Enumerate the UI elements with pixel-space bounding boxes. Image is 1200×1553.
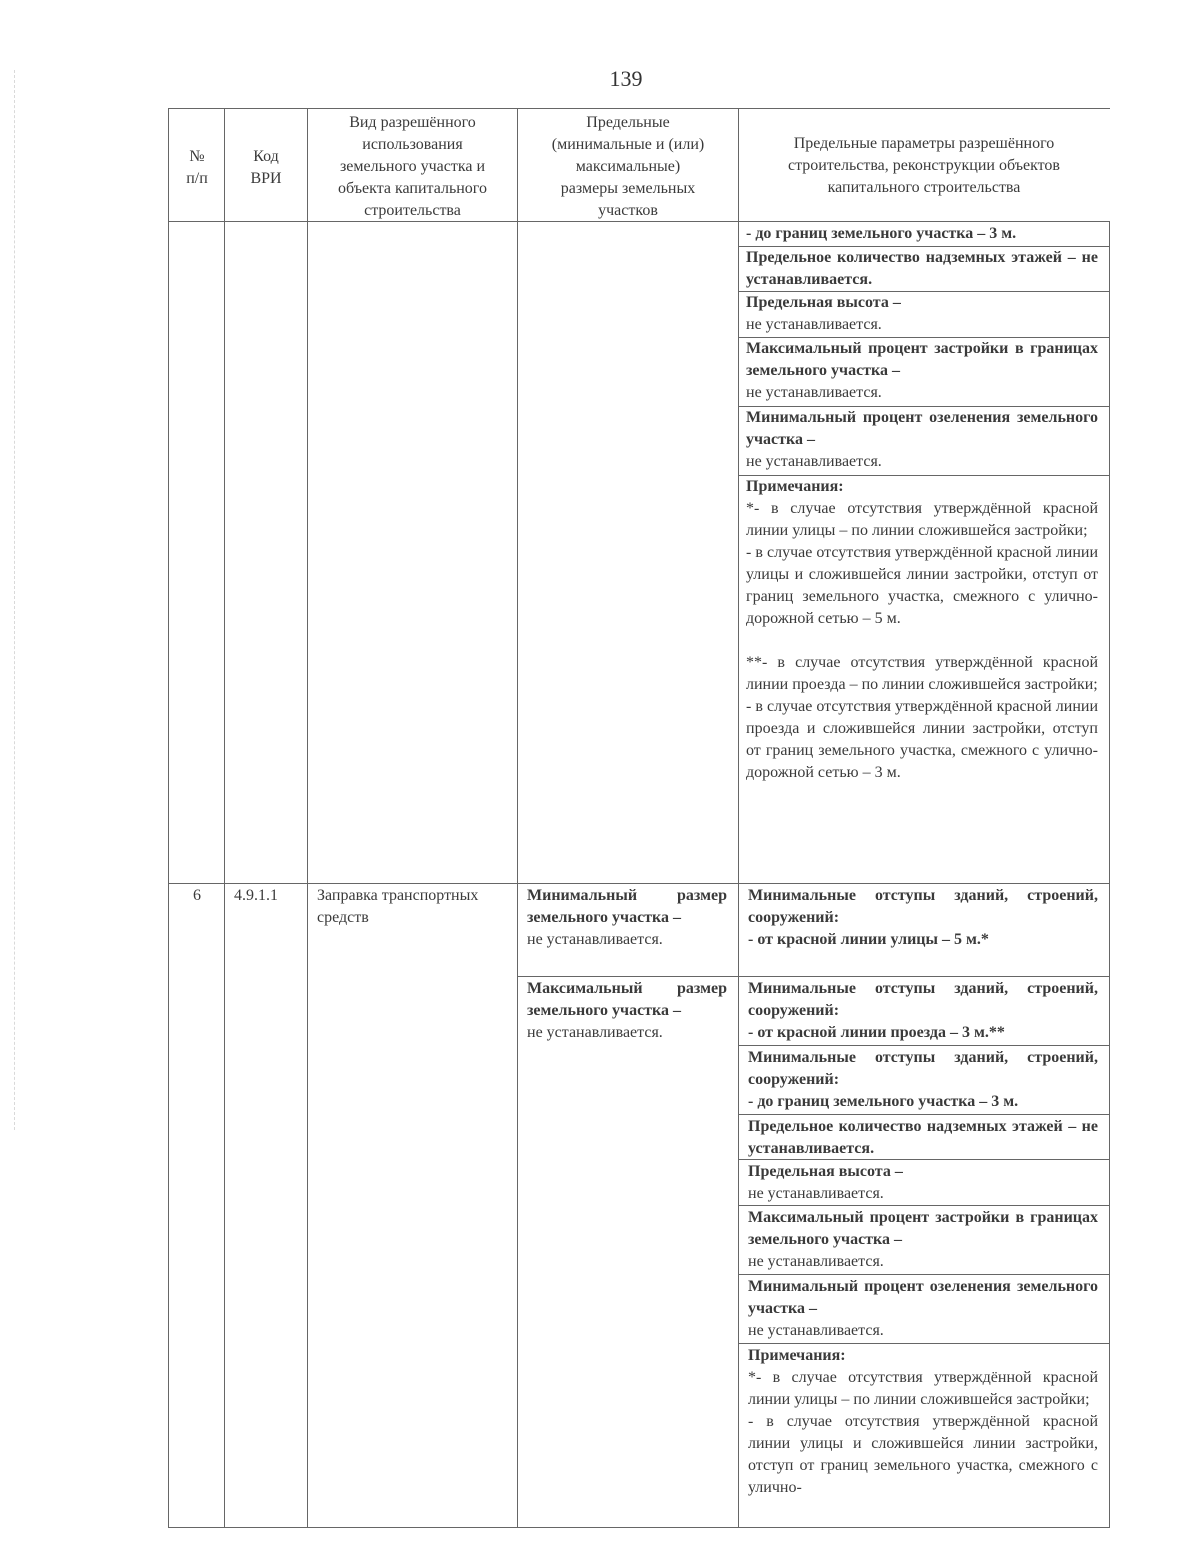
header-use-type: Вид разрешённого использования земельного участка и объекта капитального строительства xyxy=(338,114,487,219)
note-item: *- в случае отсутствия утверждённой красной линии улицы – по линии сложившейся застройки; xyxy=(748,1369,1098,1408)
height-limit xyxy=(748,1161,1098,1205)
row-6-top-border xyxy=(168,883,1110,884)
floors-limit: Предельное количество надземных этажей – не устанавливается. xyxy=(748,1118,1098,1157)
row-use-type: Заправка транспортных средств xyxy=(317,887,479,926)
height-limit-value: не устанавливается. xyxy=(748,1185,884,1202)
setback-drive xyxy=(748,978,1098,1044)
min-plot-size xyxy=(527,885,727,951)
note-item: - в случае отсутствия утверждённой красной линии улицы и сложившейся линии застройки, отступ от границ земельного участка, смежного с улично-дорожной сетью – 5 м. xyxy=(746,544,1098,627)
note-item: - в случае отсутствия утверждённой красной линии улицы и сложившейся линии застройки, отступ от границ земельного участка, смежного с улично- xyxy=(748,1413,1098,1496)
notes-title: Примечания: xyxy=(748,1347,846,1364)
header-code: Код ВРИ xyxy=(250,148,282,187)
column-divider xyxy=(307,108,308,1528)
min-green-percentage-value: не устанавливается. xyxy=(748,1322,884,1339)
column-divider xyxy=(517,108,518,1528)
note-item: - в случае отсутствия утверждённой красной линии проезда и сложившейся линии застройки, отступ от границ земельного участка, смежного с улично-дорожной сетью – 3 м. xyxy=(746,698,1098,781)
height-limit xyxy=(746,292,1098,336)
note-item: **- в случае отсутствия утверждённой красной линии проезда – по линии сложившейся застройки; xyxy=(746,654,1098,693)
min-green-percentage-label: Минимальный процент озеленения земельного участка – xyxy=(748,1278,1098,1317)
height-limit-label: Предельная высота – xyxy=(746,294,901,311)
header-construction-params: Предельные параметры разрешённого строительства, реконструкции объектов капитального строительства xyxy=(788,135,1060,196)
setback-street-value: - от красной линии улицы – 5 м.* xyxy=(748,931,989,948)
row-code: 4.9.1.1 xyxy=(234,887,278,904)
min-plot-size-label: Минимальный размер земельного участка – xyxy=(527,887,727,926)
setback-boundary xyxy=(748,1047,1098,1113)
setback-drive-label: Минимальные отступы зданий, строений, сооружений: xyxy=(748,980,1098,1019)
regulations-table xyxy=(168,108,1110,1528)
row-divider xyxy=(738,1045,1110,1046)
row-divider xyxy=(738,1343,1110,1344)
table-left-border xyxy=(168,108,169,1528)
setback-street-label: Минимальные отступы зданий, строений, сооружений: xyxy=(748,887,1098,926)
min-green-percentage-value: не устанавливается. xyxy=(746,453,882,470)
max-build-percentage-label: Максимальный процент застройки в границах земельного участка – xyxy=(746,340,1098,379)
notes xyxy=(746,476,1098,784)
column-divider xyxy=(224,108,225,1528)
row-divider xyxy=(738,1114,1110,1115)
min-green-percentage-label: Минимальный процент озеленения земельного участка – xyxy=(746,409,1098,448)
floors-limit: Предельное количество надземных этажей – не устанавливается. xyxy=(746,249,1098,288)
height-limit-value: не устанавливается. xyxy=(746,316,882,333)
header-plot-size: Предельные (минимальные и (или) максимальные) размеры земельных участков xyxy=(551,114,705,219)
row-divider xyxy=(517,976,1110,977)
setback-boundary-value: - до границ земельного участка – 3 м. xyxy=(748,1093,1019,1110)
table-right-border xyxy=(1109,222,1110,1528)
max-build-percentage-value: не устанавливается. xyxy=(748,1253,884,1270)
scan-margin-mark xyxy=(14,70,15,1130)
max-plot-size-value: не устанавливается. xyxy=(527,1024,663,1041)
row-divider xyxy=(738,1274,1110,1275)
table-top-border xyxy=(168,108,1110,109)
height-limit-label: Предельная высота – xyxy=(748,1163,903,1180)
notes-title: Примечания: xyxy=(746,478,844,495)
max-plot-size xyxy=(527,978,727,1044)
note-item: *- в случае отсутствия утверждённой красной линии улицы – по линии сложившейся застройки; xyxy=(746,500,1098,539)
page-number: 139 xyxy=(609,66,643,91)
max-build-percentage-value: не устанавливается. xyxy=(746,384,882,401)
min-plot-size-value: не устанавливается. xyxy=(527,931,663,948)
max-build-percentage-label: Максимальный процент застройки в границах земельного участка – xyxy=(748,1209,1098,1248)
setback-drive-value: - от красной линии проезда – 3 м.** xyxy=(748,1024,1005,1041)
row-number: 6 xyxy=(193,887,201,904)
setback-street xyxy=(748,885,1098,951)
max-plot-size-label: Максимальный размер земельного участка – xyxy=(527,980,727,1019)
notes xyxy=(748,1345,1098,1499)
min-green-percentage xyxy=(746,407,1098,473)
column-divider xyxy=(738,108,739,1528)
boundary-setback: - до границ земельного участка – 3 м. xyxy=(746,225,1017,242)
min-green-percentage xyxy=(748,1276,1098,1342)
setback-boundary-label: Минимальные отступы зданий, строений, сооружений: xyxy=(748,1049,1098,1088)
max-build-percentage xyxy=(748,1207,1098,1273)
table-bottom-border xyxy=(168,1527,1110,1528)
row-divider xyxy=(738,1205,1110,1206)
max-build-percentage xyxy=(746,338,1098,404)
header-number: № п/п xyxy=(186,148,208,187)
